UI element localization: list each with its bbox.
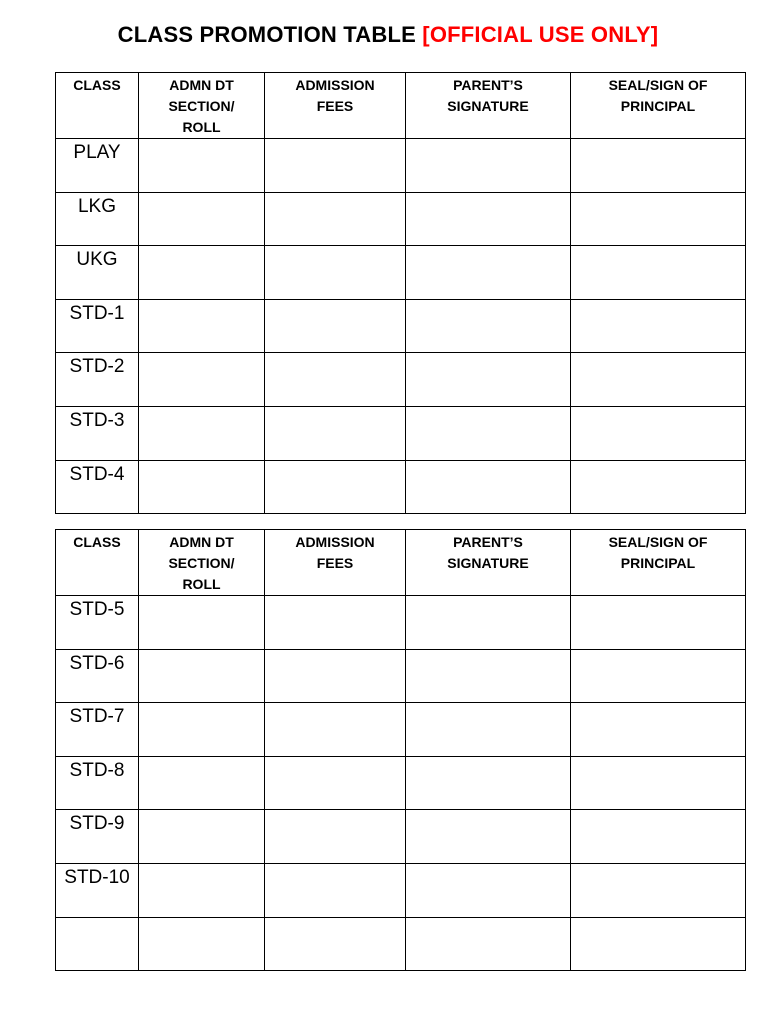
table-row: [56, 649, 746, 703]
table-row: [56, 139, 746, 193]
parent-signature-cell[interactable]: [406, 139, 571, 193]
table-row: [56, 810, 746, 864]
parent-signature-cell[interactable]: [406, 192, 571, 246]
table-row: [56, 406, 746, 460]
parent-signature-cell[interactable]: [406, 810, 571, 864]
admission-fees-cell[interactable]: [265, 353, 406, 407]
admission-fees-cell[interactable]: [265, 299, 406, 353]
header-admn-dt-section-roll: ADMN DT SECTION/ ROLL: [139, 73, 265, 139]
admn-dt-cell[interactable]: [139, 863, 265, 917]
table-row: [56, 756, 746, 810]
principal-seal-cell[interactable]: [571, 299, 746, 353]
principal-seal-cell[interactable]: [571, 460, 746, 514]
class-cell: STD-4: [56, 460, 139, 514]
promotion-table-2: [55, 529, 746, 971]
admn-dt-cell[interactable]: [139, 703, 265, 757]
admission-fees-cell[interactable]: [265, 810, 406, 864]
page-title: [0, 22, 768, 48]
table-row: [56, 917, 746, 971]
header-seal-sign-principal: SEAL/SIGN OF PRINCIPAL: [571, 73, 746, 139]
class-cell: LKG: [56, 192, 139, 246]
table-row: [56, 703, 746, 757]
class-cell: STD-9: [56, 810, 139, 864]
principal-seal-cell[interactable]: [571, 649, 746, 703]
parent-signature-cell[interactable]: [406, 596, 571, 650]
parent-signature-cell[interactable]: [406, 406, 571, 460]
principal-seal-cell[interactable]: [571, 917, 746, 971]
parent-signature-cell[interactable]: [406, 703, 571, 757]
page-title-official-use: [OFFICIAL USE ONLY]: [422, 22, 659, 47]
promotion-table-1: [55, 72, 746, 514]
table-row: [56, 299, 746, 353]
class-cell: STD-1: [56, 299, 139, 353]
class-cell: STD-8: [56, 756, 139, 810]
table-row: [56, 192, 746, 246]
admn-dt-cell[interactable]: [139, 406, 265, 460]
class-cell: [56, 917, 139, 971]
header-seal-sign-principal: SEAL/SIGN OF PRINCIPAL: [571, 530, 746, 596]
principal-seal-cell[interactable]: [571, 406, 746, 460]
admission-fees-cell[interactable]: [265, 917, 406, 971]
header-class: CLASS: [56, 73, 139, 139]
table-row: [56, 460, 746, 514]
table-row: [56, 353, 746, 407]
admn-dt-cell[interactable]: [139, 596, 265, 650]
class-cell: STD-5: [56, 596, 139, 650]
parent-signature-cell[interactable]: [406, 917, 571, 971]
admn-dt-cell[interactable]: [139, 756, 265, 810]
parent-signature-cell[interactable]: [406, 299, 571, 353]
principal-seal-cell[interactable]: [571, 703, 746, 757]
admn-dt-cell[interactable]: [139, 917, 265, 971]
table-header-row: [56, 530, 746, 596]
parent-signature-cell[interactable]: [406, 649, 571, 703]
principal-seal-cell[interactable]: [571, 756, 746, 810]
table-row: [56, 863, 746, 917]
parent-signature-cell[interactable]: [406, 460, 571, 514]
parent-signature-cell[interactable]: [406, 863, 571, 917]
admn-dt-cell[interactable]: [139, 246, 265, 300]
principal-seal-cell[interactable]: [571, 192, 746, 246]
admission-fees-cell[interactable]: [265, 139, 406, 193]
admn-dt-cell[interactable]: [139, 649, 265, 703]
header-admn-dt-section-roll: ADMN DT SECTION/ ROLL: [139, 530, 265, 596]
admission-fees-cell[interactable]: [265, 406, 406, 460]
page-title-main: CLASS PROMOTION TABLE: [117, 22, 416, 47]
admission-fees-cell[interactable]: [265, 246, 406, 300]
class-cell: STD-6: [56, 649, 139, 703]
principal-seal-cell[interactable]: [571, 863, 746, 917]
header-class: CLASS: [56, 530, 139, 596]
header-parents-signature: PARENT’S SIGNATURE: [406, 530, 571, 596]
principal-seal-cell[interactable]: [571, 139, 746, 193]
admn-dt-cell[interactable]: [139, 299, 265, 353]
class-cell: STD-7: [56, 703, 139, 757]
header-admission-fees: ADMISSION FEES: [265, 530, 406, 596]
header-admission-fees: ADMISSION FEES: [265, 73, 406, 139]
admission-fees-cell[interactable]: [265, 703, 406, 757]
class-cell: PLAY: [56, 139, 139, 193]
admission-fees-cell[interactable]: [265, 756, 406, 810]
admn-dt-cell[interactable]: [139, 353, 265, 407]
principal-seal-cell[interactable]: [571, 810, 746, 864]
parent-signature-cell[interactable]: [406, 353, 571, 407]
admission-fees-cell[interactable]: [265, 863, 406, 917]
table-header-row: [56, 73, 746, 139]
header-parents-signature: PARENT’S SIGNATURE: [406, 73, 571, 139]
admission-fees-cell[interactable]: [265, 649, 406, 703]
table-row: [56, 246, 746, 300]
class-cell: UKG: [56, 246, 139, 300]
admission-fees-cell[interactable]: [265, 192, 406, 246]
admn-dt-cell[interactable]: [139, 139, 265, 193]
admission-fees-cell[interactable]: [265, 460, 406, 514]
principal-seal-cell[interactable]: [571, 246, 746, 300]
table-row: [56, 596, 746, 650]
parent-signature-cell[interactable]: [406, 756, 571, 810]
admn-dt-cell[interactable]: [139, 810, 265, 864]
admission-fees-cell[interactable]: [265, 596, 406, 650]
class-cell: STD-2: [56, 353, 139, 407]
class-cell: STD-3: [56, 406, 139, 460]
admn-dt-cell[interactable]: [139, 460, 265, 514]
admn-dt-cell[interactable]: [139, 192, 265, 246]
class-cell: STD-10: [56, 863, 139, 917]
parent-signature-cell[interactable]: [406, 246, 571, 300]
principal-seal-cell[interactable]: [571, 596, 746, 650]
principal-seal-cell[interactable]: [571, 353, 746, 407]
